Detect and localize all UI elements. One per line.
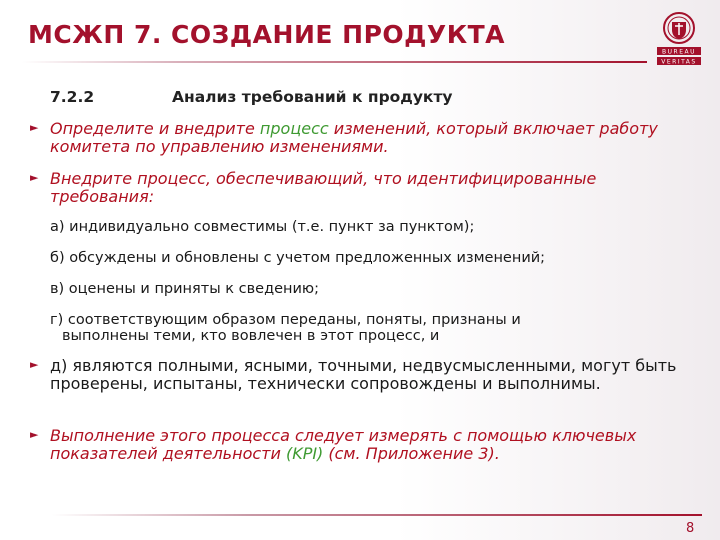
bullet-4-text: Выполнение этого процесса следует измерять с помощью ключевых показателей деятельности (KPI) (см. Приложение 3). — [50, 426, 637, 463]
footer-divider — [52, 514, 702, 516]
logo-text-veritas: VERITAS — [661, 58, 697, 66]
bullet-arrow-icon: ► — [30, 428, 39, 441]
section-heading — [50, 88, 453, 106]
bullet-arrow-icon: ► — [30, 121, 39, 134]
bullet-4 — [30, 427, 690, 463]
highlight-process: процесс — [259, 119, 329, 138]
sub-item-d-continued: выполнены теми, кто вовлечен в этот процесс, и — [62, 328, 440, 344]
bureau-veritas-logo — [656, 8, 702, 68]
bullet-3 — [30, 357, 690, 393]
slide-title: МСЖП 7. СОЗДАНИЕ ПРОДУКТА — [28, 20, 506, 49]
bullet-2 — [30, 170, 690, 206]
bullet-3-text: д) являются полными, ясными, точными, недвусмысленными, могут быть проверены, испытаны, технически сопровождены и выполнимы. — [50, 356, 677, 393]
sub-item-a: а) индивидуально совместимы (т.е. пункт за пунктом); — [50, 219, 475, 235]
bureau-veritas-crest-icon — [664, 13, 694, 43]
bullet-2-text: Внедрите процесс, обеспечивающий, что идентифицированные требования: — [50, 169, 597, 206]
bullet-arrow-icon: ► — [30, 358, 39, 371]
sub-item-c: в) оценены и приняты к сведению; — [50, 281, 320, 297]
section-title: Анализ требований к продукту — [172, 88, 453, 106]
sub-item-d: г) соответствующим образом переданы, поняты, признаны и — [50, 312, 521, 328]
page-number: 8 — [686, 521, 695, 536]
bullet-1 — [30, 120, 690, 156]
logo-text-bureau: BUREAU — [662, 48, 696, 56]
highlight-kpi: (KPI) — [285, 444, 324, 463]
bullet-arrow-icon: ► — [30, 171, 39, 184]
sub-item-b: б) обсуждены и обновлены с учетом предложенных изменений; — [50, 250, 546, 266]
section-number: 7.2.2 — [50, 88, 95, 106]
bullet-1-text: Определите и внедрите процесс изменений, который включает работу комитета по управлению изменениями. — [50, 119, 658, 156]
title-divider — [22, 61, 647, 63]
